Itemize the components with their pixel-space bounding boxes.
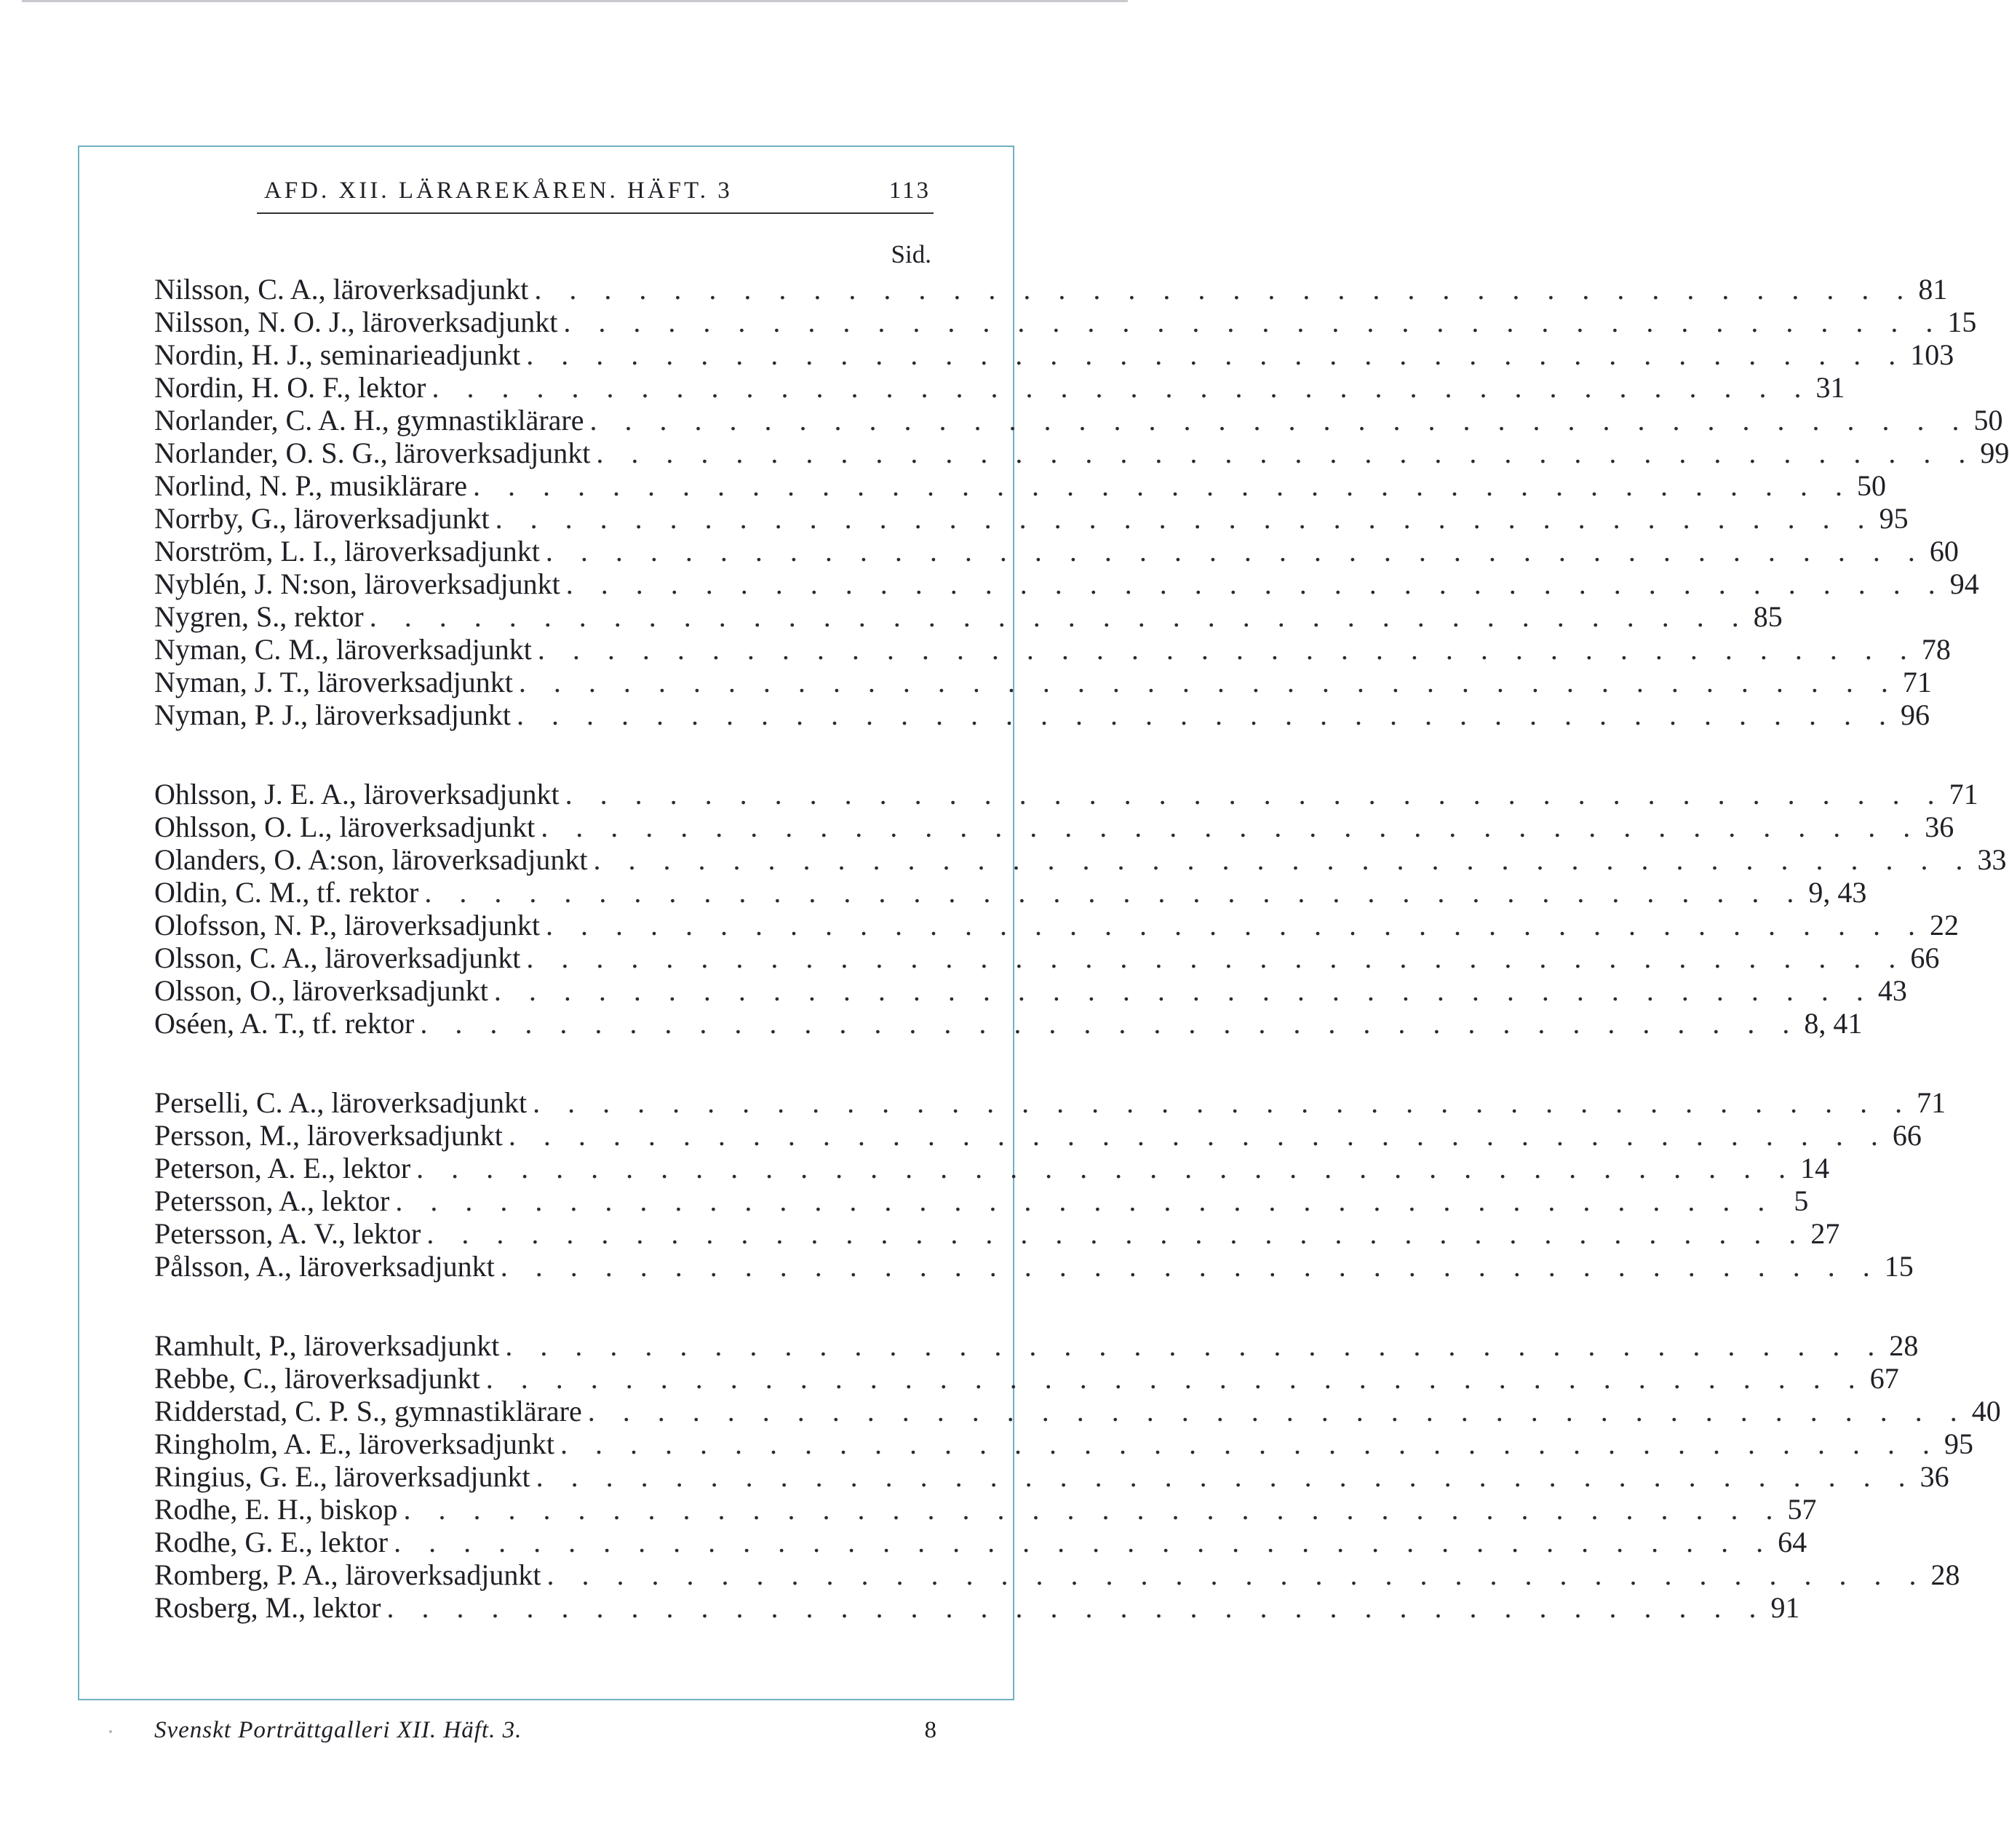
index-section	[154, 778, 2007, 1040]
dot-leader: . . . . . . . . . . . . . . . . . . . . . . . . . . . . . . . . . . . . . . . .	[587, 1395, 1968, 1427]
entry-name: Nyman, P. J., läroverksadjunkt	[154, 698, 511, 731]
entry-page: 50	[1973, 404, 2003, 437]
index-entry	[154, 1152, 1830, 1184]
signature-mark: 8	[924, 1717, 936, 1743]
index-entry	[154, 306, 1977, 338]
entry-page: 71	[1902, 666, 1932, 698]
dot-leader: . . . . . . . . . . . . . . . . . . . . . . . . . . . . . . . . . . . . . . . .	[508, 1119, 1888, 1152]
entry-name: Nyman, C. M., läroverksadjunkt	[154, 633, 532, 666]
entry-page: 31	[1815, 371, 1845, 404]
column-heading-sid: Sid.	[891, 240, 931, 268]
index-section	[154, 1086, 1946, 1283]
entry-name: Olsson, C. A., läroverksadjunkt	[154, 941, 521, 974]
entry-page: 9, 43	[1808, 876, 1867, 909]
entry-page: 66	[1910, 941, 1940, 974]
index-entry	[154, 1526, 1807, 1558]
margin-dot	[109, 1730, 112, 1733]
entry-name: Ridderstad, C. P. S., gymnastiklärare	[154, 1395, 582, 1427]
entry-page: 15	[1947, 306, 1977, 338]
entry-name: Petersson, A. V., lektor	[154, 1217, 421, 1250]
entry-name: Persson, M., läroverksadjunkt	[154, 1119, 503, 1152]
index-entry	[154, 1558, 1960, 1591]
index-entry	[154, 941, 1940, 974]
entry-name: Oséen, A. T., tf. rektor	[154, 1007, 415, 1040]
entry-page: 95	[1944, 1427, 1973, 1460]
index-entry	[154, 1250, 1914, 1283]
index-entry	[154, 1119, 1922, 1152]
index-section	[154, 273, 2009, 731]
entry-name: Olofsson, N. P., läroverksadjunkt	[154, 909, 540, 941]
dot-leader: . . . . . . . . . . . . . . . . . . . . . . . . . . . . . . . . . . . . . . . .	[403, 1493, 1783, 1526]
index-entry	[154, 666, 1932, 698]
index-entry	[154, 371, 1845, 404]
entry-name: Rodhe, E. H., biskop	[154, 1493, 398, 1526]
entry-page: 94	[1949, 567, 1979, 600]
entry-name: Norlander, O. S. G., läroverksadjunkt	[154, 437, 591, 469]
dot-leader: . . . . . . . . . . . . . . . . . . . . . . . . . . . . . . . . . . . . . . . .	[546, 1558, 1927, 1591]
entry-page: 57	[1787, 1493, 1817, 1526]
entry-name: Norrby, G., läroverksadjunkt	[154, 502, 490, 535]
running-head-title: AFD. XII. LÄRAREKÅREN. HÄFT. 3	[264, 178, 733, 204]
dot-leader: . . . . . . . . . . . . . . . . . . . . . . . . . . . . . . . . . . . . . . . .	[534, 273, 1914, 306]
dot-leader: . . . . . . . . . . . . . . . . . . . . . . . . . . . . . . . . . . . . . . . .	[500, 1250, 1880, 1283]
dot-leader: . . . . . . . . . . . . . . . . . . . . . . . . . . . . . . . . . . . . . . . .	[395, 1184, 1775, 1217]
entry-name: Ringholm, A. E., läroverksadjunkt	[154, 1427, 554, 1460]
dot-leader: . . . . . . . . . . . . . . . . . . . . . . . . . . . . . . . . . . . . . . . .	[394, 1526, 1774, 1558]
dot-leader: . . . . . . . . . . . . . . . . . . . . . . . . . . . . . . . . . . . . . . . .	[485, 1362, 1866, 1395]
index-entry	[154, 1427, 1973, 1460]
entry-page: 71	[1949, 778, 1978, 811]
entry-name: Nordin, H. O. F., lektor	[154, 371, 426, 404]
entry-name: Nyblén, J. N:son, läroverksadjunkt	[154, 567, 560, 600]
entry-name: Peterson, A. E., lektor	[154, 1152, 411, 1184]
dot-leader: . . . . . . . . . . . . . . . . . . . . . . . . . . . . . . . . . . . . . . . .	[424, 876, 1805, 909]
entry-name: Ringius, G. E., läroverksadjunkt	[154, 1460, 530, 1493]
index-section	[154, 1329, 2001, 1624]
index-entry	[154, 698, 1930, 731]
entry-page: 36	[1920, 1460, 1949, 1493]
index-entry	[154, 338, 1954, 371]
index-entry	[154, 502, 1909, 535]
entry-name: Nyman, J. T., läroverksadjunkt	[154, 666, 513, 698]
entry-name: Petersson, A., lektor	[154, 1184, 390, 1217]
dot-leader: . . . . . . . . . . . . . . . . . . . . . . . . . . . . . . . . . . . . . . . .	[533, 1086, 1913, 1119]
entry-page: 50	[1856, 469, 1886, 502]
dot-leader: . . . . . . . . . . . . . . . . . . . . . . . . . . . . . . . . . . . . . . . .	[493, 974, 1874, 1007]
entry-name: Nordin, H. J., seminarieadjunkt	[154, 338, 521, 371]
entry-name: Perselli, C. A., läroverksadjunkt	[154, 1086, 528, 1119]
entry-page: 103	[1910, 338, 1954, 371]
index-entry	[154, 633, 1951, 666]
entry-page: 64	[1778, 1526, 1807, 1558]
top-edge-line	[22, 0, 1128, 2]
index-entry	[154, 974, 1907, 1007]
dot-leader: . . . . . . . . . . . . . . . . . . . . . . . . . . . . . . . . . . . . . . . .	[516, 698, 1896, 731]
dot-leader: . . . . . . . . . . . . . . . . . . . . . . . . . . . . . . . . . . . . . . . .	[426, 1217, 1807, 1250]
entry-page: 85	[1753, 600, 1783, 633]
index-entry	[154, 1493, 1817, 1526]
entry-page: 95	[1879, 502, 1909, 535]
page-footer	[154, 1717, 936, 1753]
index-entry	[154, 1460, 1949, 1493]
entry-page: 33	[1977, 843, 2007, 876]
index-entry	[154, 273, 1948, 306]
index-entry	[154, 437, 2009, 469]
entry-name: Romberg, P. A., läroverksadjunkt	[154, 1558, 541, 1591]
entry-name: Rebbe, C., läroverksadjunkt	[154, 1362, 480, 1395]
entry-page: 15	[1884, 1250, 1914, 1283]
dot-leader: . . . . . . . . . . . . . . . . . . . . . . . . . . . . . . . . . . . . . . . .	[545, 909, 1925, 941]
entry-page: 28	[1930, 1558, 1960, 1591]
index-entry	[154, 1329, 1919, 1362]
index-entry	[154, 1591, 1800, 1624]
entry-name: Olanders, O. A:son, läroverksadjunkt	[154, 843, 588, 876]
dot-leader: . . . . . . . . . . . . . . . . . . . . . . . . . . . . . . . . . . . . . . . .	[495, 502, 1875, 535]
dot-leader: . . . . . . . . . . . . . . . . . . . . . . . . . . . . . . . . . . . . . . . .	[526, 338, 1906, 371]
dot-leader: . . . . . . . . . . . . . . . . . . . . . . . . . . . . . . . . . . . . . . . .	[563, 306, 1944, 338]
entry-page: 28	[1889, 1329, 1919, 1362]
dot-leader: . . . . . . . . . . . . . . . . . . . . . . . . . . . . . . . . . . . . . . . .	[589, 404, 1970, 437]
entry-name: Olsson, O., läroverksadjunkt	[154, 974, 488, 1007]
index-entry	[154, 567, 1979, 600]
entry-page: 66	[1892, 1119, 1922, 1152]
index-entry	[154, 404, 2003, 437]
entry-page: 71	[1917, 1086, 1946, 1119]
entry-name: Rodhe, G. E., lektor	[154, 1526, 389, 1558]
index-entry	[154, 909, 1959, 941]
entry-name: Rosberg, M., lektor	[154, 1591, 381, 1624]
entry-page: 67	[1869, 1362, 1899, 1395]
dot-leader: . . . . . . . . . . . . . . . . . . . . . . . . . . . . . . . . . . . . . . . .	[386, 1591, 1767, 1624]
entry-page: 27	[1810, 1217, 1840, 1250]
entry-name: Ramhult, P., läroverksadjunkt	[154, 1329, 500, 1362]
dot-leader: . . . . . . . . . . . . . . . . . . . . . . . . . . . . . . . . . . . . . . . .	[545, 535, 1925, 567]
index-entry	[154, 778, 1978, 811]
index-entry	[154, 1007, 1863, 1040]
entry-name: Pålsson, A., läroverksadjunkt	[154, 1250, 495, 1283]
dot-leader: . . . . . . . . . . . . . . . . . . . . . . . . . . . . . . . . . . . . . . . .	[537, 633, 1917, 666]
name-index	[154, 273, 2009, 1670]
page-number: 113	[888, 178, 931, 204]
dot-leader: . . . . . . . . . . . . . . . . . . . . . . . . . . . . . . . . . . . . . . . .	[565, 778, 1945, 811]
dot-leader: . . . . . . . . . . . . . . . . . . . . . . . . . . . . . . . . . . . . . . . .	[536, 1460, 1916, 1493]
dot-leader: . . . . . . . . . . . . . . . . . . . . . . . . . . . . . . . . . . . . . . . .	[472, 469, 1853, 502]
entry-name: Norström, L. I., läroverksadjunkt	[154, 535, 540, 567]
entry-page: 5	[1794, 1184, 1809, 1217]
entry-page: 36	[1925, 811, 1954, 843]
entry-page: 60	[1929, 535, 1959, 567]
index-entry	[154, 535, 1959, 567]
entry-page: 43	[1877, 974, 1907, 1007]
index-entry	[154, 876, 1867, 909]
entry-page: 78	[1921, 633, 1951, 666]
dot-leader: . . . . . . . . . . . . . . . . . . . . . . . . . . . . . . . . . . . . . . . .	[518, 666, 1898, 698]
index-entry	[154, 469, 1886, 502]
entry-page: 8, 41	[1804, 1007, 1863, 1040]
index-entry	[154, 1086, 1946, 1119]
dot-leader: . . . . . . . . . . . . . . . . . . . . . . . . . . . . . . . . . . . . . . . .	[431, 371, 1812, 404]
entry-name: Nygren, S., rektor	[154, 600, 364, 633]
dot-leader: . . . . . . . . . . . . . . . . . . . . . . . . . . . . . . . . . . . . . . . .	[420, 1007, 1800, 1040]
entry-name: Norlander, C. A. H., gymnastiklärare	[154, 404, 584, 437]
entry-page: 81	[1918, 273, 1948, 306]
entry-name: Norlind, N. P., musiklärare	[154, 469, 467, 502]
dot-leader: . . . . . . . . . . . . . . . . . . . . . . . . . . . . . . . . . . . . . . . .	[541, 811, 1921, 843]
entry-name: Ohlsson, O. L., läroverksadjunkt	[154, 811, 536, 843]
index-entry	[154, 1395, 2001, 1427]
index-entry	[154, 843, 2007, 876]
entry-page: 14	[1800, 1152, 1830, 1184]
entry-name: Ohlsson, J. E. A., läroverksadjunkt	[154, 778, 560, 811]
index-entry	[154, 1217, 1840, 1250]
dot-leader: . . . . . . . . . . . . . . . . . . . . . . . . . . . . . . . . . . . . . . . .	[505, 1329, 1885, 1362]
running-header	[257, 172, 934, 214]
footer-title: Svenskt Porträttgalleri XII. Häft. 3.	[154, 1717, 522, 1743]
dot-leader: . . . . . . . . . . . . . . . . . . . . . . . . . . . . . . . . . . . . . . . .	[526, 941, 1906, 974]
index-entry	[154, 1184, 1809, 1217]
entry-page: 22	[1929, 909, 1959, 941]
index-entry	[154, 1362, 1899, 1395]
dot-leader: . . . . . . . . . . . . . . . . . . . . . . . . . . . . . . . . . . . . . . . .	[369, 600, 1749, 633]
entry-page: 96	[1900, 698, 1930, 731]
entry-page: 91	[1770, 1591, 1800, 1624]
entry-name: Oldin, C. M., tf. rektor	[154, 876, 419, 909]
dot-leader: . . . . . . . . . . . . . . . . . . . . . . . . . . . . . . . . . . . . . . . .	[416, 1152, 1797, 1184]
entry-name: Nilsson, C. A., läroverksadjunkt	[154, 273, 529, 306]
dot-leader: . . . . . . . . . . . . . . . . . . . . . . . . . . . . . . . . . . . . . . . .	[560, 1427, 1940, 1460]
entry-name: Nilsson, N. O. J., läroverksadjunkt	[154, 306, 558, 338]
index-entry	[154, 600, 1783, 633]
entry-page: 40	[1971, 1395, 2001, 1427]
index-entry	[154, 811, 1954, 843]
dot-leader: . . . . . . . . . . . . . . . . . . . . . . . . . . . . . . . . . . . . . . . .	[596, 437, 1976, 469]
entry-page: 99	[1980, 437, 2009, 469]
dot-leader: . . . . . . . . . . . . . . . . . . . . . . . . . . . . . . . . . . . . . . . .	[593, 843, 1973, 876]
dot-leader: . . . . . . . . . . . . . . . . . . . . . . . . . . . . . . . . . . . . . . . .	[565, 567, 1946, 600]
